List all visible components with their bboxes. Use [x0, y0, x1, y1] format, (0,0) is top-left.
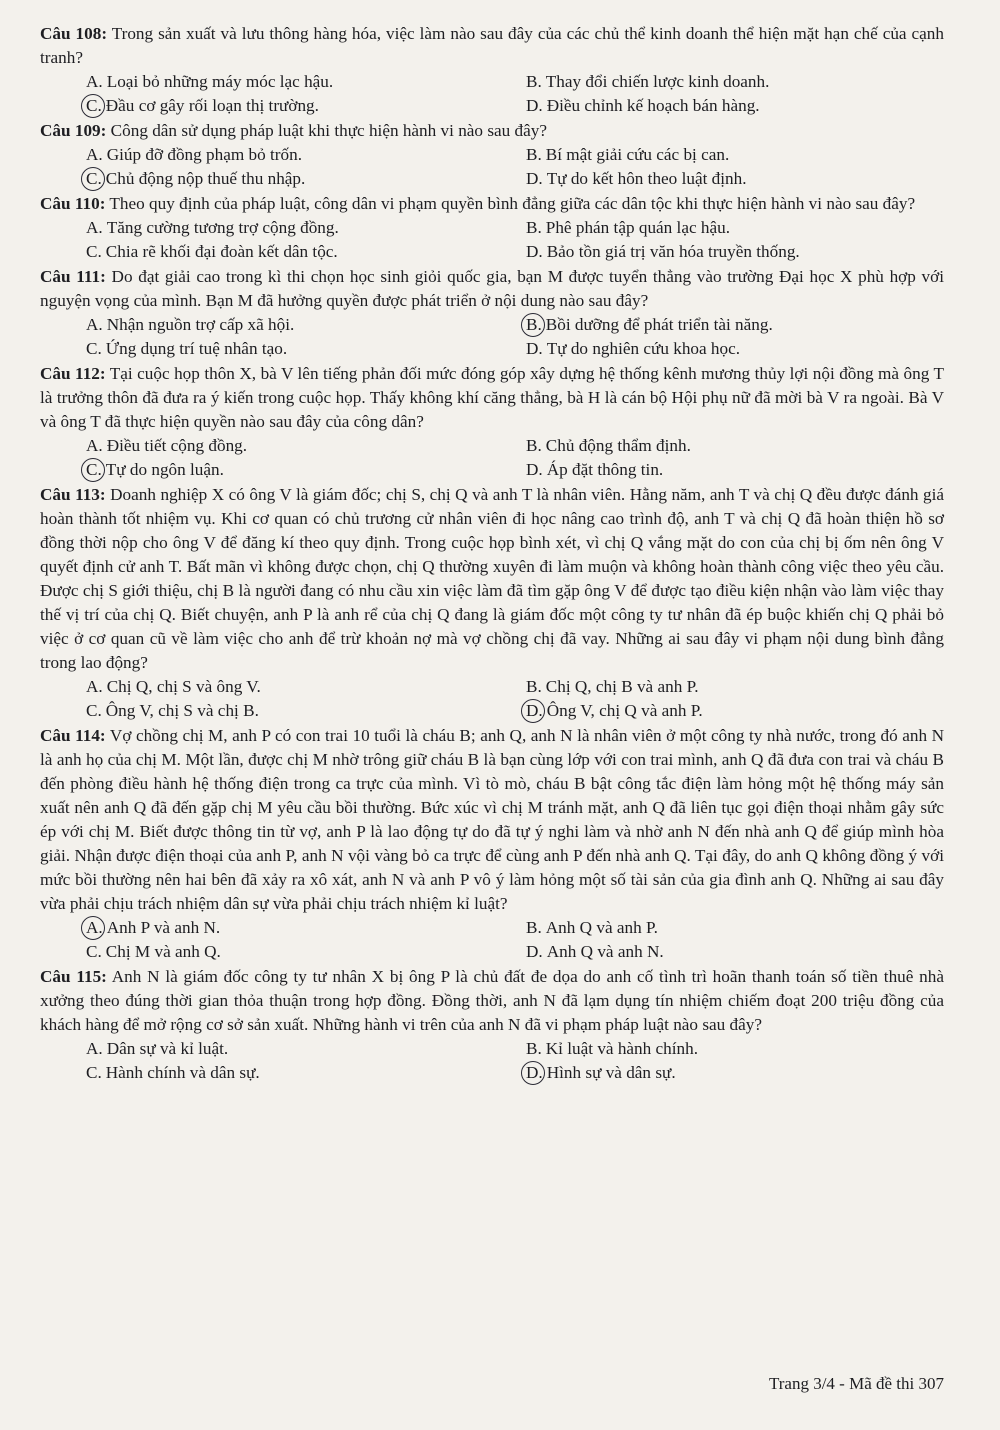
option-b[interactable]: B. Kỉ luật và hành chính.	[526, 1039, 699, 1058]
question-text: Trong sản xuất và lưu thông hàng hóa, việc làm nào sau đây của các chủ thể kinh doanh thể hiện mặt hạn chế của cạnh tranh?	[40, 24, 944, 67]
option-a[interactable]: A. Tăng cường tương trợ cộng đồng.	[86, 218, 339, 237]
option-b[interactable]: B. Phê phán tập quán lạc hậu.	[526, 218, 730, 237]
question-111	[40, 265, 944, 361]
option-b[interactable]: B. Chị Q, chị B và anh P.	[526, 677, 699, 696]
question-115	[40, 965, 944, 1085]
answer-options	[40, 313, 944, 361]
question-text: Doanh nghiệp X có ông V là giám đốc; chị S, chị Q và anh T là nhân viên. Hằng năm, anh T và chị Q đều được đánh giá hoàn thành tốt nhiệm vụ. Khi cơ quan có chủ trương cử nhân viên đi học nâng cao trình độ, anh T và chị Q đã hoàn thiện hồ sơ đồng thời nộp cho ông V để đăng kí theo quy định. Trong cuộc họp bình xét, vì chị Q vắng mặt do con của chị bị ốm nên ông V quyết định cử anh T. Bất mãn vì không được chọn, chị Q thường xuyên đi làm muộn và không hoàn thành công việc theo yêu cầu. Được chị S giới thiệu, chị B là người đang có nhu cầu xin việc làm đã tìm gặp ông V để được tạo điều kiện nhận vào làm việc thay thế vị trí của chị Q. Biết chuyện, anh P là anh rể của chị Q đang là giám đốc một công ty tư nhân đã ép buộc khiến chị Q phải bỏ việc ở cơ quan cũ về làm việc cho anh để trừ khoản nợ mà vợ chồng chị đã vay. Những ai sau đây vi phạm nội dung bình đẳng trong lao động?	[40, 485, 945, 672]
option-c[interactable]: C. Đầu cơ gây rối loạn thị trường.	[86, 94, 506, 118]
question-109	[40, 119, 944, 191]
question-label: Câu 115:	[40, 967, 107, 986]
option-d[interactable]: D. Anh Q và anh N.	[526, 942, 664, 961]
option-d[interactable]: D. Bảo tồn giá trị văn hóa truyền thống.	[526, 242, 800, 261]
answer-options	[40, 434, 944, 482]
question-label: Câu 108:	[40, 24, 108, 43]
option-c[interactable]: C. Ứng dụng trí tuệ nhân tạo.	[86, 339, 288, 358]
answer-options	[40, 216, 944, 264]
question-label: Câu 114:	[40, 726, 106, 745]
question-text: Công dân sử dụng pháp luật khi thực hiện hành vi nào sau đây?	[110, 121, 547, 140]
question-108	[40, 22, 944, 118]
question-label: Câu 111:	[40, 267, 106, 286]
answer-options	[40, 143, 944, 191]
answer-options	[40, 1037, 944, 1085]
circled-answer-mark: A.	[86, 916, 103, 940]
question-label: Câu 110:	[40, 194, 106, 213]
circled-answer-mark: B.	[526, 313, 542, 337]
option-a[interactable]: A. Dân sự và kỉ luật.	[86, 1039, 229, 1058]
question-text: Vợ chồng chị M, anh P có con trai 10 tuổi là cháu B; anh Q, anh N là nhân viên ở một công ty nhà nước, trong đó anh N là anh họ của chị M. Một lần, được chị M nhờ trông giữ cháu B là bạn cùng lớp với con trai mình, anh Q đã đưa con trai và cháu B đến phòng điều hành hệ thống điện trong ca trực của mình. Vì tò mò, cháu B bật công tắc điện làm hỏng một hệ thống máy sản xuất nên anh Q đã đến gặp chị M yêu cầu bồi thường. Bức xúc vì chị M tránh mặt, anh Q đã liên tục gọi điện thoại nhằm gây sức ép với chị M. Biết được thông tin từ vợ, anh P là lao động tự do đã tự ý nghi làm và nhờ anh N đến nhà anh Q để giúp mình hòa giải. Nhận được điện thoại của anh P, anh N vội vàng bỏ ca trực để cùng anh P đến nhà anh Q. Tại đây, do anh Q không đồng ý với mức bồi thường nên hai bên đã xảy ra xô xát, anh N và anh P vô ý làm hỏng một số tài sản của gia đình anh Q. Những ai sau đây vừa phải chịu trách nhiệm dân sự vừa phải chịu trách nhiệm kỉ luật?	[40, 726, 944, 913]
option-a[interactable]: A. Nhận nguồn trợ cấp xã hội.	[86, 315, 295, 334]
circled-answer-mark: C.	[86, 458, 102, 482]
option-d[interactable]: D. Tự do nghiên cứu khoa học.	[526, 339, 741, 358]
question-110	[40, 192, 944, 264]
option-a[interactable]: A. Giúp đỡ đồng phạm bỏ trốn.	[86, 145, 302, 164]
question-text: Do đạt giải cao trong kì thi chọn học sinh giỏi quốc gia, bạn M được tuyển thẳng vào trường Đại học X phù hợp với nguyện vọng của mình. Bạn M đã hưởng quyền được phát triển ở nội dung nào sau đây?	[40, 267, 944, 310]
option-b[interactable]: B. Thay đổi chiến lược kinh doanh.	[526, 72, 770, 91]
option-c[interactable]: C. Chị M và anh Q.	[86, 942, 221, 961]
circled-answer-mark: C.	[86, 94, 102, 118]
circled-answer-mark: C.	[86, 167, 102, 191]
question-label: Câu 113:	[40, 485, 106, 504]
question-label: Câu 112:	[40, 364, 106, 383]
option-a[interactable]: A. Điều tiết cộng đồng.	[86, 436, 248, 455]
question-114	[40, 724, 944, 964]
option-d[interactable]: D. Ông V, chị Q và anh P.	[526, 699, 944, 723]
option-d[interactable]: D. Tự do kết hôn theo luật định.	[526, 169, 747, 188]
option-c[interactable]: C. Ông V, chị S và chị B.	[86, 701, 259, 720]
circled-answer-mark: D.	[526, 699, 543, 723]
question-112	[40, 362, 944, 482]
option-c[interactable]: C. Chủ động nộp thuế thu nhập.	[86, 167, 506, 191]
question-text: Tại cuộc họp thôn X, bà V lên tiếng phản đối mức đóng góp xây dựng hệ thống kênh mương thủy lợi nội đồng mà ông T là trưởng thôn đã đưa ra ý kiến trong cuộc họp. Thấy không khí căng thẳng, bà H là cán bộ Hội phụ nữ đã mời bà V ra ngoài. Bà V và ông T đã thực hiện quyền nào sau đây của công dân?	[40, 364, 944, 431]
answer-options	[40, 916, 944, 964]
question-text: Anh N là giám đốc công ty tư nhân X bị ông P là chủ đất đe dọa do anh cố tình trì hoãn thanh toán số tiền thuê nhà xưởng theo đúng thời gian thỏa thuận trong hợp đồng. Đồng thời, anh N đã lạm dụng tín nhiệm chiếm đoạt 200 triệu đồng của khách hàng để mở rộng cơ sở sản xuất. Những hành vi trên của anh N đã vi phạm pháp luật nào sau đây?	[40, 967, 944, 1034]
option-a[interactable]: A. Chị Q, chị S và ông V.	[86, 677, 261, 696]
option-c[interactable]: C. Tự do ngôn luận.	[86, 458, 506, 482]
option-a[interactable]: A. Anh P và anh N.	[86, 916, 506, 940]
question-113	[40, 483, 944, 723]
question-text: Theo quy định của pháp luật, công dân vi phạm quyền bình đẳng giữa các dân tộc khi thực hiện hành vi nào sau đây?	[109, 194, 916, 213]
answer-options	[40, 675, 944, 723]
page-footer: Trang 3/4 - Mã đề thi 307	[768, 1374, 944, 1393]
option-c[interactable]: C. Hành chính và dân sự.	[86, 1063, 260, 1082]
circled-answer-mark: D.	[526, 1061, 543, 1085]
question-label: Câu 109:	[40, 121, 107, 140]
option-b[interactable]: B. Bí mật giải cứu các bị can.	[526, 145, 730, 164]
option-b[interactable]: B. Bồi dưỡng để phát triển tài năng.	[526, 313, 944, 337]
option-a[interactable]: A. Loại bỏ những máy móc lạc hậu.	[86, 72, 334, 91]
option-c[interactable]: C. Chia rẽ khối đại đoàn kết dân tộc.	[86, 242, 338, 261]
option-d[interactable]: D. Điều chỉnh kế hoạch bán hàng.	[526, 96, 760, 115]
option-d[interactable]: D. Áp đặt thông tin.	[526, 460, 664, 479]
answer-options	[40, 70, 944, 118]
option-d[interactable]: D. Hình sự và dân sự.	[526, 1061, 944, 1085]
option-b[interactable]: B. Chủ động thẩm định.	[526, 436, 691, 455]
option-b[interactable]: B. Anh Q và anh P.	[526, 918, 658, 937]
